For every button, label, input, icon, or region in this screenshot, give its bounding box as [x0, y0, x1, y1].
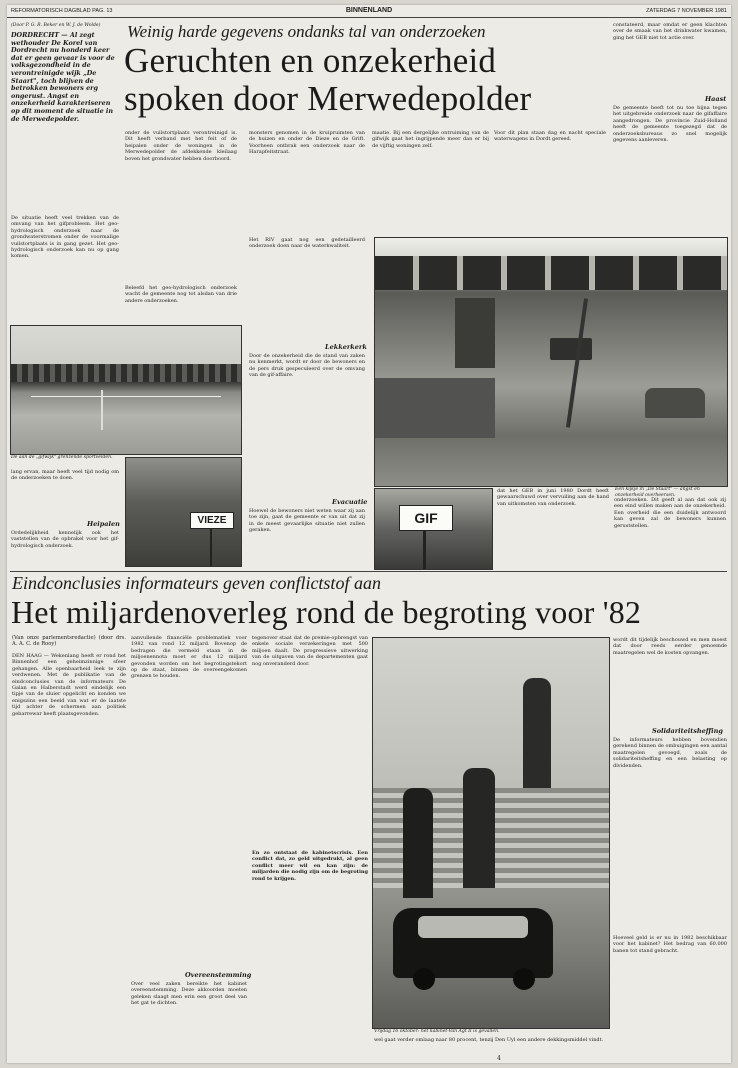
article2-byline: (Van onze parlementsredactie) (door drs. A. A. C. de Rooy) — [12, 635, 126, 648]
header-left: REFORMATORISCH DAGBLAD PAG. 13 — [11, 8, 113, 14]
car-shape — [645, 388, 705, 418]
article2-caption: Vrijdag 16 oktober: het kabinet-Van Agt II is gevallen. — [374, 1029, 500, 1034]
page-header — [7, 5, 731, 18]
article1-col6-haast: De gemeente heeft tot nu toe bijna tegen het uitgebreide onderzoek naar de gifaffaire aangedrongen. De provincie Zuid-Holland heeft de gemeente toegezegd dat de onderzoeksbureaus zo snel mogelijk gegevens aanleveren. — [613, 105, 727, 144]
article1-caption2: Een kijkje in „De Staart" — angst en onzekerheid overheersen. — [615, 487, 700, 498]
article1-col2-text-b: Beleefd het geo-hydrologisch onderzoek wacht de gemeente nog tot alsdan van drie andere onderzoeken. — [125, 285, 237, 304]
article2-col3-text: tegenover staat dat de premie-opbrengst van enkele sociale verzekeringen met 500 miljoen daalt. De progressieve uitwerking van de uitgaven van de departementen gaat nog onveranderd door. — [252, 635, 368, 667]
car-wheel-left — [413, 968, 435, 990]
article2-pretitle: Eindconclusies informateurs geven conflictstof aan — [12, 573, 381, 593]
article1-col5-text: Voor dit plan staan dag en nacht speciale waterwagens in Dordt gereed. — [494, 130, 606, 143]
article1-byline: (Door P. G. R. Beker en W. J. de Wolde) — [11, 23, 101, 28]
staart-houses-photo — [374, 237, 728, 487]
header-section: BINNENLAND — [345, 7, 393, 14]
car-wheel-right — [513, 968, 535, 990]
article2-col5-text: wordt dit tijdelijk beschouwd en men moest dat door reeds eerder genoemde maatregelen wel de kosten opvangen. — [613, 637, 727, 656]
article1-col1-heipalen: Ordedelijkheid kennelijk ook het vaststellen van de opbrakel voor het gif-hydrologisch onderzoek. — [11, 530, 119, 549]
gif-sign: GIF — [399, 505, 453, 531]
person-center — [463, 768, 495, 888]
tree-trunk — [566, 298, 588, 427]
article2-col1-text: DEN HAAG — Wekenlang heeft er rond het Binnenhof een geheimzinnige sfeer gehangen. Alle openbaarheid leek te zijn verdwenen. Met de publikatie van de eindconclusies van de informateurs De Galan en Halberstadt werd eindelijk een tipje van de sluier opgelicht en konden we enigszins een beeld van wat er de laatste tijd achter de schermen aan politiek gebarrewar heeft plaatsgevonden. — [12, 653, 126, 717]
header-date: ZATERDAG 7 NOVEMBER 1981 — [646, 8, 727, 14]
subhead-haast: Haast — [705, 95, 727, 103]
article1-col5-lower: dat het GEB in juni 1980 Dordt heeft gewaarschuwd over vervuiling aan de hand van uitkomsten van onderzoek. — [497, 488, 609, 507]
article1-lede: DORDRECHT — Al zegt wethouder De Korel van Dordrecht nu honderd keer dat er geen gevaar is voor de volksgezondheid in de verontreinigde wijk „De Staart", toch blijven de betrokken bewoners erg ongerust. Angst en onzekerheid karakteriseren op dit moment de situatie in de Merwedepolder. — [11, 32, 115, 123]
goal-post — [101, 390, 103, 430]
gif-sign-pole — [423, 530, 426, 569]
subhead-lekkerkerk: Lekkerkerk — [325, 343, 367, 351]
article1-title-line2: spoken door Merwedepolder — [124, 79, 532, 118]
article2-col2-text: aanvullende financiële problematiek voor 1982 van rond 12 miljard. Bovenop de bedragen die vermeld staan in de miljoenennota moet er dus 12 miljard gevonden worden om het begrotingstekort op de staat, binnen de overeengekomen grenzen te houden. — [131, 635, 247, 680]
house-doorway — [455, 298, 495, 368]
article1-pretitle: Weinig harde gegevens ondanks tal van onderzoeken — [127, 22, 486, 41]
article1-col3-lekkerkerk: Door de onzekerheid die de stand van zaken nu kenmerkt, wordt er door de bewoners en de pers druk gespeculeerd over de omvang van de gif-affaire. — [249, 353, 365, 379]
article1-col2-text: onder de vuilstortplaats verontreinigd is. Dit heeft verband met het feit of de heipalen onder de woningen in de Merwedepolder de afdekkende kleilaag boven het grondwater hebben doorboord. — [125, 130, 237, 162]
page-number: 4 — [497, 1055, 501, 1062]
subhead-heipalen: Heipalen — [87, 520, 120, 528]
article1-col3-text-b: Het RIV gaat nog een gedetailleerd onderzoek doen naar de waterkwaliteit. — [249, 237, 365, 250]
cabinet-fall-photo — [372, 637, 610, 1029]
person-guard — [523, 678, 551, 788]
sportsfield-photo — [10, 325, 242, 455]
treeline-shape — [11, 364, 241, 382]
subhead-overeenstemming: Overeenstemming — [185, 971, 252, 979]
newspaper-page — [7, 5, 731, 1063]
house-front — [375, 378, 495, 438]
car-window — [418, 916, 528, 938]
subhead-evacuatie: Evacuatie — [332, 498, 368, 506]
article2-title: Het miljardenoverleg rond de begroting voor '82 — [11, 594, 642, 630]
sign-pole — [210, 528, 212, 566]
article2-col5-lower: Hoeveel geld is er nu in 1982 beschikbaar voor het kabinet? Het bedrag van 60.000 banen tot stand gebracht. — [613, 935, 727, 954]
article1-col3-evacuatie: Hoewel de bewoners niet weten waar zij aan toe zijn, gaat de gemeente er van uit dat zij in de meest gevaarlijke situatie niet zullen geraken. — [249, 508, 365, 534]
article1-col6-lower: onderzoeken. Dit geeft al aan dat ook zij een eind willen maken aan de onzekerheid. Een overheid die een duidelijk antwoord kan geven zal de bewoners kunnen geruststellen. — [614, 497, 726, 529]
article1-col6-top: constateerd, maar omdat er geen klachten over de smaak van het drinkwater kwamen, ging het GEB niet tot actie over. — [613, 22, 727, 41]
article2-col5-solidariteit: De informateurs hebben bovendien gerekend binnen de ombuigingen een aantal maatregelen gevoegd, zoals de solidariteitsheffing en een belasting op dividenden. — [613, 737, 727, 769]
article2-col2-overeenstemming: Over veel zaken bereikte het kabinet overeenstemming. Deze akkoorden moeten geleken slaagt men erin een groot deel van het gat te dichten. — [131, 981, 247, 1007]
field-line — [31, 396, 221, 397]
vieze-sign-photo — [125, 457, 242, 567]
person-left — [403, 788, 433, 898]
house-windows-row — [375, 256, 727, 290]
article2-col3-bold: En zo ontstaat de kabinetscrisis. Een conflict dat, zo geld uitgedrukt, al geen conflict meer wil en kan zijn: de miljarden die nodig zijn om de begroting rond te krijgen. — [252, 850, 368, 882]
article1-col1-text: De situatie heeft veel trekken van de omvang van het gifprobleem. Het geo-hydrologisch onderzoek naar de grondwaterstromen onder de voormalige vuilstortplaats is in gang gezet. Het geo-hydrologisch onderzoek kan nu op gang komen. — [11, 215, 119, 260]
article1-title-line1: Geruchten en onzekerheid — [124, 41, 497, 80]
trailer-shape — [550, 338, 592, 360]
subhead-solidariteit: Solidariteitsheffing — [652, 727, 723, 735]
article1-col1-lower: lang ervan, maar heeft veel tijd nodig om de onderzoeken te doen. — [11, 469, 119, 482]
article1-col4-text: maatie. Bij een dergelijke ontruiming van de gifwijk gaat het ingrijpende meer dan er bij de vijftig woningen zelf. — [372, 130, 489, 149]
article2-col4-lower: wel gaat verder omlaag naar 80 procent, tenzij Den Uyl een andere dekkingsmiddel vindt. — [374, 1037, 604, 1043]
article1-col3-text: monsters genomen in de kruipruimten van de huizen en onder de Dieze en de Grift. Voorheen ontbrak een onderzoek naar de Harapfeitstraat. — [249, 130, 365, 156]
vieze-sign: VIEZE — [190, 512, 234, 529]
gif-sign-photo — [374, 488, 493, 570]
article1-caption1: De aan de „gifwijk" grenzende sportvelden. — [11, 455, 113, 460]
section-divider — [10, 571, 727, 572]
